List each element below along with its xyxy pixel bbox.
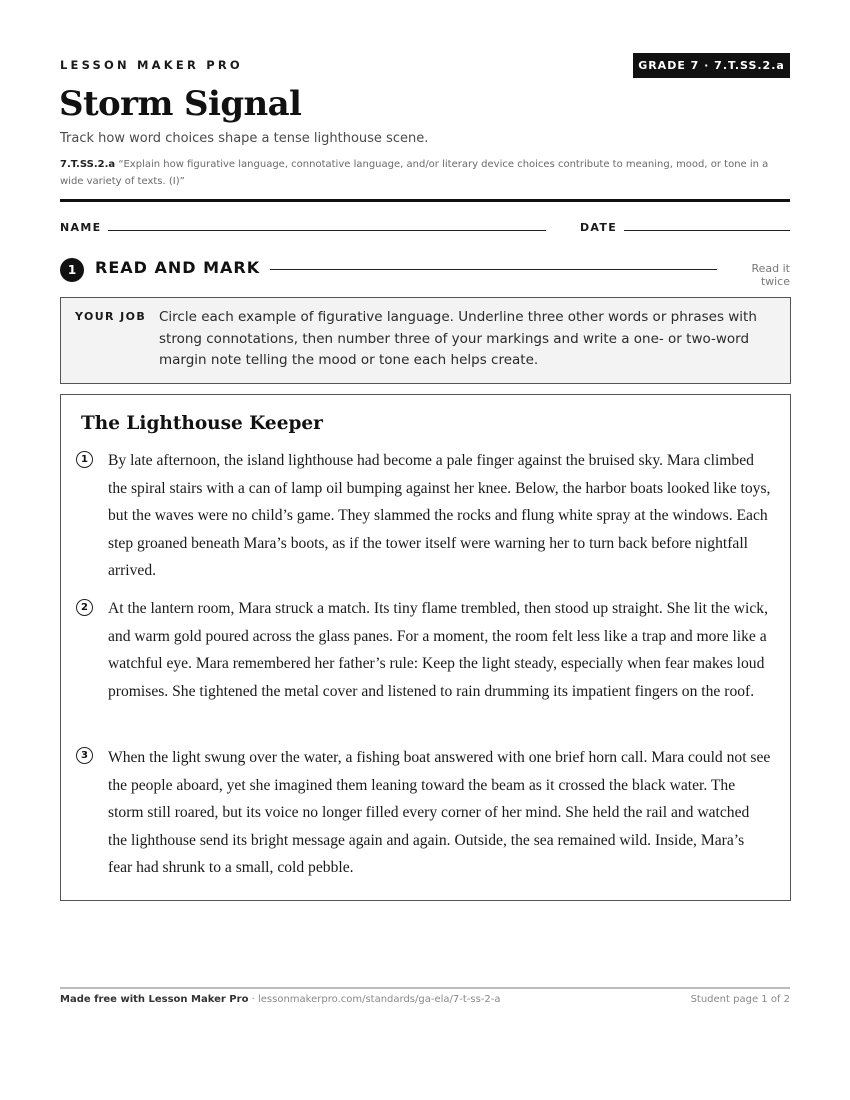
footer-page-number: Student page 1 of 2 bbox=[690, 994, 790, 1005]
section-title: READ AND MARK bbox=[95, 258, 261, 277]
paragraph-2: At the lantern room, Mara struck a match. Its tiny flame trembled, then stood up straight. She lit the wick, and warm gold poured across the glass panes. For a moment, the room felt less like a trap and more like a watchful eye. Mara remembered her father’s rule: Keep the light steady, especially when fear makes loud promises. She tightened the metal cover and listened to rain drumming its impatient fingers on the roof. bbox=[108, 600, 768, 700]
section-number-badge: 1 bbox=[60, 258, 84, 282]
header-divider bbox=[60, 199, 790, 202]
instructions-label: YOUR JOB bbox=[75, 310, 147, 323]
paragraph-1: By late afternoon, the island lighthouse had become a pale finger against the bruised sky. Mara climbed the spiral stairs with a can of lamp oil bumping against her knee. Below, the harbor boats looked like toys, but the waves were no child’s game. They slammed the rocks and flung white spray at the windows. Each step groaned beneath Mara’s boots, as if the tower itself were warning her to turn back before nightfall arrived. bbox=[108, 452, 771, 580]
grade-badge: GRADE 7 · 7.T.SS.2.a bbox=[633, 53, 790, 78]
passage-title: The Lighthouse Keeper bbox=[81, 413, 323, 434]
section-note: Read it twice bbox=[751, 262, 790, 288]
standard-description bbox=[60, 156, 790, 190]
page-subtitle: Track how word choices shape a tense lighthouse scene. bbox=[60, 131, 429, 146]
date-field-line[interactable] bbox=[624, 230, 790, 231]
section-divider bbox=[270, 269, 717, 270]
footer-credit bbox=[60, 994, 501, 1005]
page-title: Storm Signal bbox=[59, 84, 302, 124]
paragraph-3: When the light swung over the water, a fishing boat answered with one brief horn call. Mara could not see the people aboard, yet she imagined them leaning toward the beam as it crossed the black water. The storm still roared, but its voice no longer filled every corner of her mind. She held the rail and watched the lighthouse send its bright message again and again. Outside, the sea remained wild. Inside, Mara’s fear had shrunk to a small, cold pebble. bbox=[108, 749, 771, 877]
instructions-text: Circle each example of figurative language. Underline three other words or phrases with strong connotations, then number three of your markings and write a one- or two-word margin note telling the mood or tone each helps create. bbox=[159, 309, 757, 368]
footer-made-with: Made free with Lesson Maker Pro bbox=[60, 994, 249, 1005]
standard-code: 7.T.SS.2.a bbox=[60, 159, 116, 170]
brand-name: LESSON MAKER PRO bbox=[60, 58, 243, 72]
paragraph-number-2: 2 bbox=[76, 599, 93, 616]
name-label: NAME bbox=[60, 221, 102, 234]
name-field-line[interactable] bbox=[108, 230, 546, 231]
standard-text: “Explain how figurative language, connotative language, and/or literary device choices contribute to meaning, mood, or tone in a wide variety of texts. (I)” bbox=[60, 159, 769, 187]
date-label: DATE bbox=[580, 221, 618, 234]
paragraph-number-1: 1 bbox=[76, 451, 93, 468]
paragraph-number-3: 3 bbox=[76, 747, 93, 764]
footer-url[interactable]: · lessonmakerpro.com/standards/ga-ela/7-t-ss-2-a bbox=[251, 994, 501, 1005]
footer-divider bbox=[60, 987, 790, 989]
